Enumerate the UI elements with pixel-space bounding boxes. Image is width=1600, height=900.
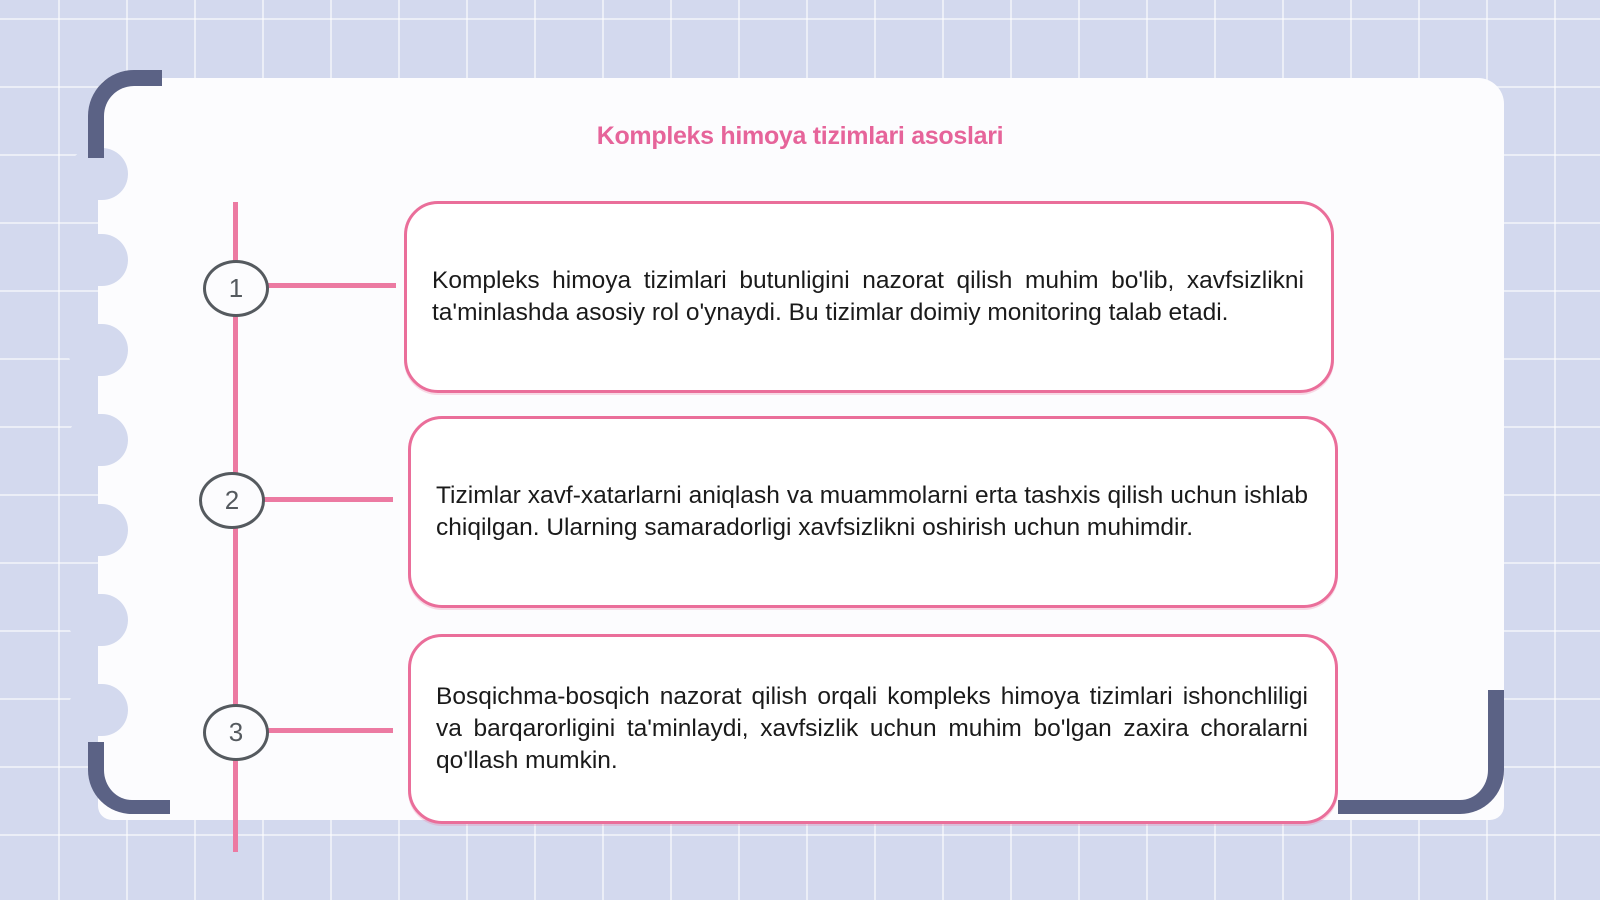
slide-title: Kompleks himoya tizimlari asoslari	[596, 122, 1004, 150]
frame-corner-bottom-right	[1338, 690, 1504, 814]
step-number-3: 3	[203, 704, 269, 761]
paper-notch	[68, 234, 128, 286]
step-text-1: Kompleks himoya tizimlari butunligini nazorat qilish muhim bo'lib, xavfsizlikni ta'minlashda asosiy rol o'ynaydi. Bu tizimlar doimiy monitoring talab etadi.	[432, 267, 1304, 326]
paper-notch	[68, 324, 128, 376]
paper-notch	[68, 504, 128, 556]
step-card-3	[408, 634, 1338, 824]
step-text-2: Tizimlar xavf-xatarlarni aniqlash va muammolarni erta tashxis qilish uchun ishlab chiqilgan. Ularning samaradorligi xavfsizlikni oshirish uchun muhimdir.	[436, 482, 1308, 541]
step-number-2: 2	[199, 472, 265, 529]
step-card-1	[404, 201, 1334, 393]
step-number-1: 1	[203, 260, 269, 317]
step-connector	[262, 497, 393, 502]
paper-notch	[68, 594, 128, 646]
step-text-3: Bosqichma-bosqich nazorat qilish orqali kompleks himoya tizimlari ishonchliligi va barqarorligini ta'minlaydi, xavfsizlik uchun muhim bo'lgan zaxira choralarni qo'llash mumkin.	[436, 683, 1308, 774]
paper-notch	[68, 684, 128, 736]
step-connector	[266, 283, 396, 288]
step-card-2	[408, 416, 1338, 608]
paper-notch	[68, 414, 128, 466]
step-connector	[266, 728, 393, 733]
